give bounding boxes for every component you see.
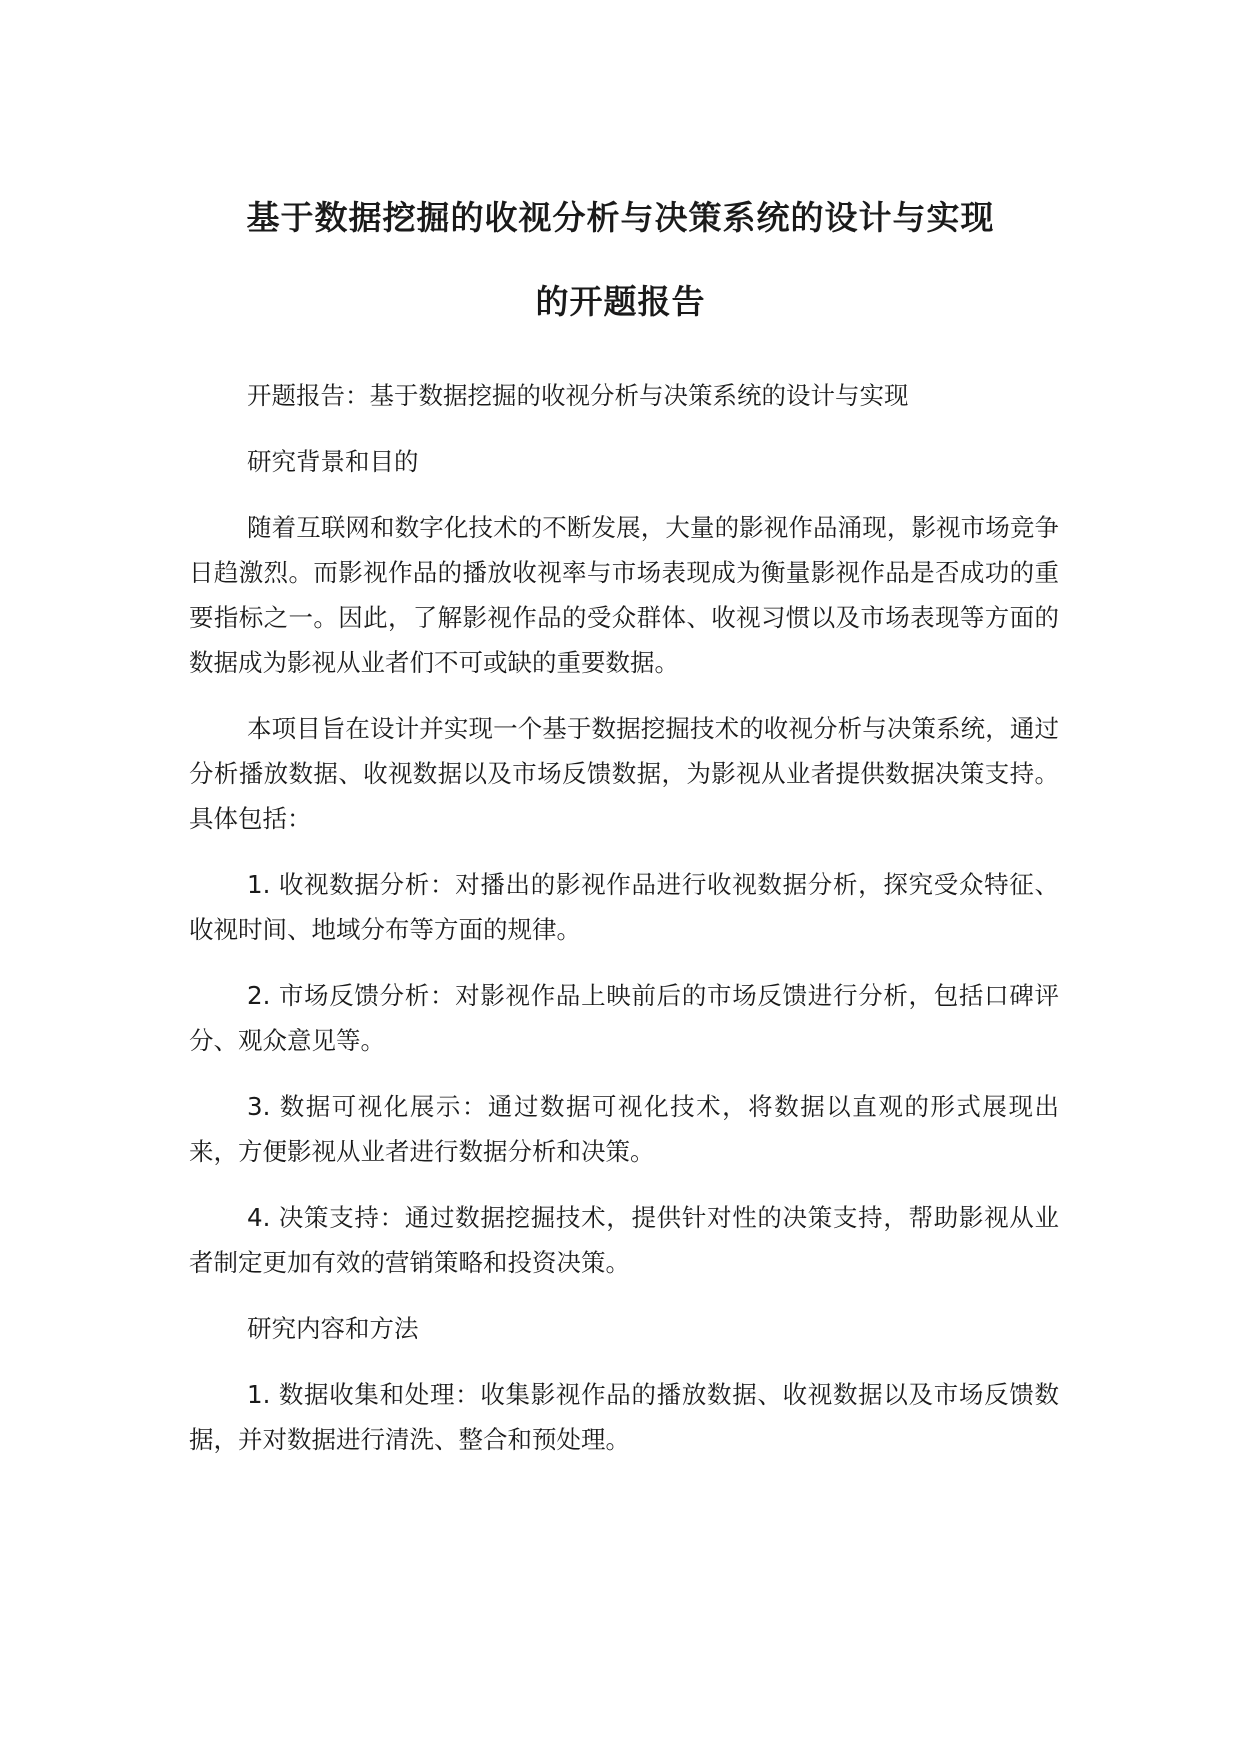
paragraph-project-aim: 本项目旨在设计并实现一个基于数据挖掘技术的收视分析与决策系统，通过分析播放数据、收视数据以及市场反馈数据，为影视从业者提供数据决策支持。具体包括： xyxy=(189,714,1059,833)
report-subject: 开题报告：基于数据挖掘的收视分析与决策系统的设计与实现 xyxy=(247,381,909,410)
section-heading-background: 研究背景和目的 xyxy=(247,447,419,476)
list-item-data-collection: 1. 数据收集和处理：收集影视作品的播放数据、收视数据以及市场反馈数据，并对数据进行清洗、整合和预处理。 xyxy=(189,1380,1059,1454)
document-body xyxy=(189,373,1059,1483)
document-title xyxy=(150,176,1091,344)
list-item-visualization: 3. 数据可视化展示：通过数据可视化技术，将数据以直观的形式展现出来，方便影视从业者进行数据分析和决策。 xyxy=(189,1092,1059,1166)
title-line-1: 基于数据挖掘的收视分析与决策系统的设计与实现 xyxy=(246,198,995,237)
paragraph-background: 随着互联网和数字化技术的不断发展，大量的影视作品涌现，影视市场竞争日趋激烈。而影视作品的播放收视率与市场表现成为衡量影视作品是否成功的重要指标之一。因此，了解影视作品的受众群体、收视习惯以及市场表现等方面的数据成为影视从业者们不可或缺的重要数据。 xyxy=(189,513,1059,677)
list-item-market-feedback: 2. 市场反馈分析：对影视作品上映前后的市场反馈进行分析，包括口碑评分、观众意见等。 xyxy=(189,981,1059,1055)
list-item-decision-support: 4. 决策支持：通过数据挖掘技术，提供针对性的决策支持，帮助影视从业者制定更加有效的营销策略和投资决策。 xyxy=(189,1203,1059,1277)
section-heading-content-methods: 研究内容和方法 xyxy=(247,1314,419,1343)
title-line-2: 的开题报告 xyxy=(535,282,706,321)
list-item-viewing-analysis: 1. 收视数据分析：对播出的影视作品进行收视数据分析，探究受众特征、收视时间、地域分布等方面的规律。 xyxy=(189,870,1059,944)
